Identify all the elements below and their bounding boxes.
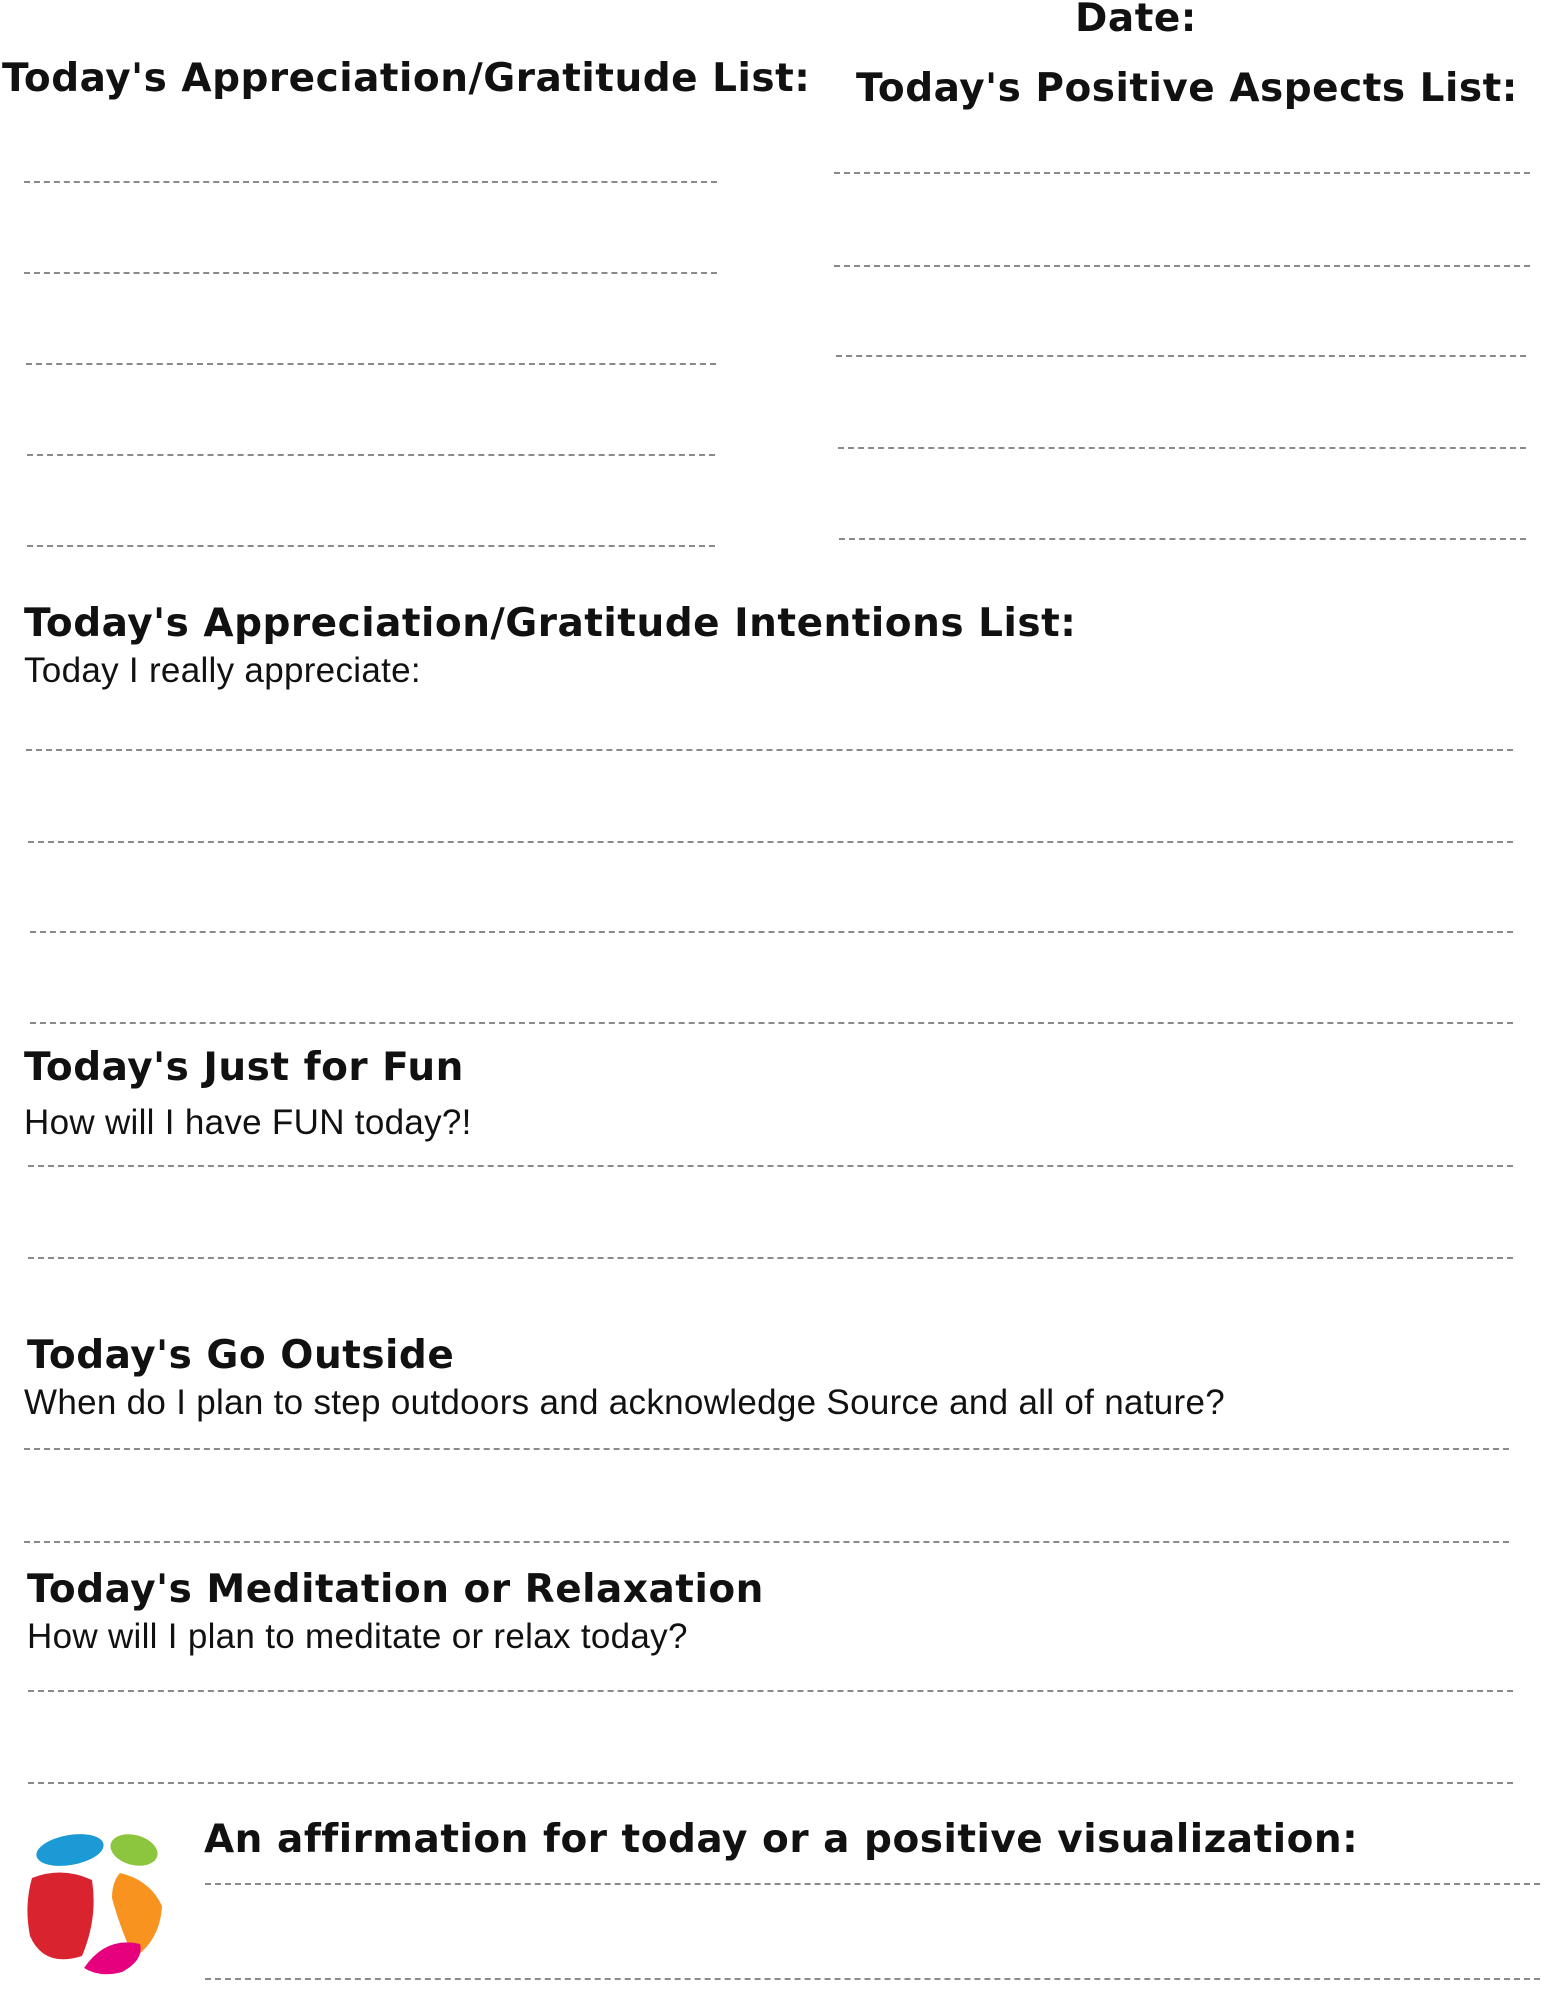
fun-title: Today's Just for Fun [24, 1045, 464, 1090]
intentions-line[interactable] [30, 1022, 1513, 1024]
gratitude-list-line[interactable] [24, 181, 717, 183]
fun-prompt: How will I have FUN today?! [24, 1103, 472, 1142]
positive-aspects-line[interactable] [834, 172, 1530, 174]
positive-aspects-title: Today's Positive Aspects List: [856, 66, 1518, 111]
meditation-line[interactable] [28, 1690, 1513, 1692]
outside-title: Today's Go Outside [27, 1333, 455, 1378]
intentions-line[interactable] [30, 931, 1513, 933]
gratitude-list-line[interactable] [27, 454, 715, 456]
gratitude-list-title: Today's Appreciation/Gratitude List: [2, 56, 811, 101]
gratitude-list-line[interactable] [24, 272, 717, 274]
affirmation-line[interactable] [205, 1883, 1540, 1885]
date-label: Date: [1075, 0, 1197, 41]
meditation-title: Today's Meditation or Relaxation [27, 1567, 764, 1612]
meditation-line[interactable] [28, 1782, 1513, 1784]
intentions-line[interactable] [26, 749, 1513, 751]
outside-line[interactable] [24, 1448, 1509, 1450]
affirmation-line[interactable] [205, 1978, 1540, 1980]
positive-aspects-line[interactable] [839, 538, 1526, 540]
gratitude-list-line[interactable] [26, 363, 716, 365]
intentions-line[interactable] [28, 841, 1513, 843]
affirmation-title: An affirmation for today or a positive visualization: [204, 1817, 1359, 1862]
fun-line[interactable] [28, 1165, 1513, 1167]
outside-prompt: When do I plan to step outdoors and acknowledge Source and all of nature? [24, 1383, 1226, 1422]
positive-aspects-line[interactable] [836, 355, 1526, 357]
positive-aspects-line[interactable] [834, 265, 1530, 267]
multicolor-petal-logo-icon [22, 1828, 172, 1978]
intentions-title: Today's Appreciation/Gratitude Intentions List: [24, 601, 1077, 646]
positive-aspects-line[interactable] [838, 447, 1526, 449]
outside-line[interactable] [24, 1541, 1509, 1543]
fun-line[interactable] [28, 1257, 1513, 1259]
intentions-prompt: Today I really appreciate: [24, 651, 421, 690]
gratitude-list-line[interactable] [27, 545, 715, 547]
meditation-prompt: How will I plan to meditate or relax today? [27, 1617, 688, 1656]
